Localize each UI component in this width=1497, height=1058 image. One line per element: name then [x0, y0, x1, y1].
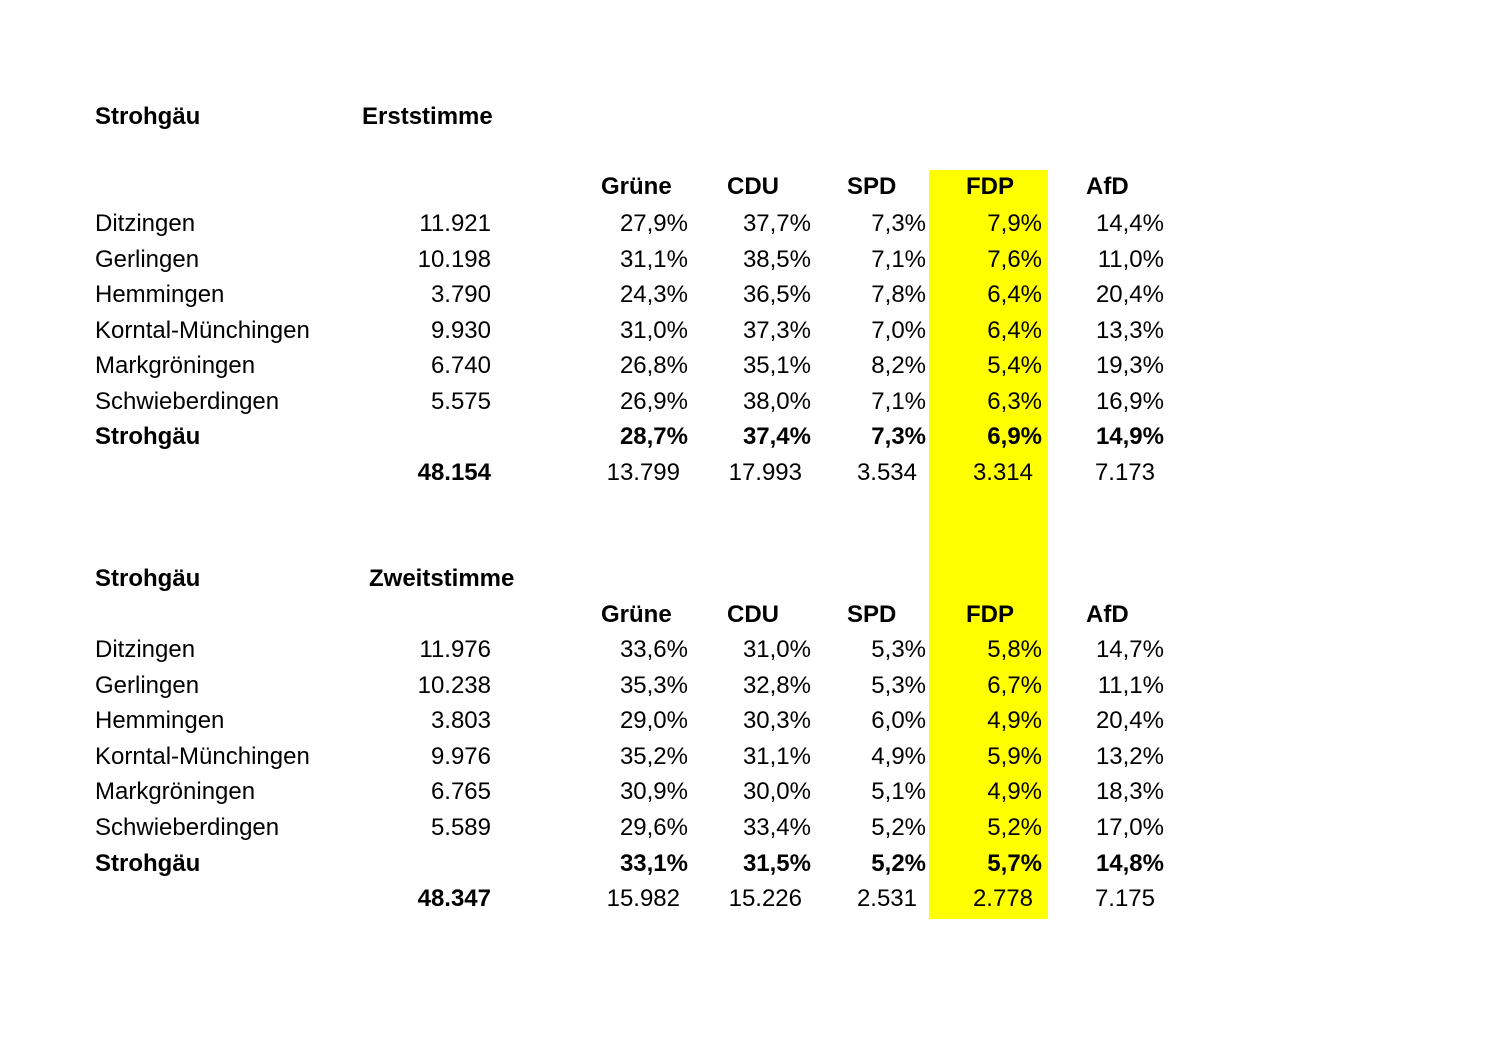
party-share-cell: 7,3%	[871, 210, 926, 237]
party-share-cell: 11,0%	[1097, 245, 1164, 273]
municipality-name: Gerlingen	[95, 671, 200, 699]
total-share-cell: 5,2%	[871, 849, 926, 877]
total-row-label: Strohgäu	[95, 849, 201, 877]
municipality-votes: 5.589	[430, 814, 491, 841]
party-vote-sum: 3.534	[856, 458, 917, 486]
party-share-cell: 24,3%	[619, 281, 688, 308]
party-share-cell: 32,8%	[742, 671, 811, 699]
party-share-cell: 7,6%	[987, 245, 1042, 273]
municipality-votes: 6.765	[430, 778, 491, 806]
party-vote-sum: 17.993	[728, 458, 802, 486]
total-share-cell: 14,9%	[1095, 423, 1164, 450]
vote-type-title: Erststimme	[362, 103, 493, 130]
party-share-cell: 5,8%	[987, 636, 1042, 663]
municipality-votes: 10.238	[417, 671, 491, 699]
party-share-cell: 36,5%	[742, 281, 811, 308]
party-share-cell: 27,9%	[619, 210, 688, 237]
party-header-cdu: CDU	[727, 601, 779, 628]
total-votes: 48.347	[417, 885, 491, 913]
party-share-cell: 6,3%	[987, 387, 1042, 415]
party-share-cell: 5,2%	[871, 814, 926, 841]
party-share-cell: 5,3%	[871, 636, 926, 663]
party-share-cell: 6,4%	[987, 316, 1042, 344]
party-share-cell: 4,9%	[987, 707, 1042, 735]
party-vote-sum: 13.799	[606, 458, 680, 486]
municipality-votes: 10.198	[417, 245, 491, 273]
party-vote-sum: 7.175	[1094, 885, 1155, 913]
party-vote-sum: 3.314	[972, 458, 1033, 486]
party-share-cell: 29,0%	[619, 707, 688, 735]
municipality-name: Schwieberdingen	[95, 387, 280, 415]
municipality-votes: 6.740	[430, 352, 491, 379]
municipality-name: Hemmingen	[95, 281, 225, 308]
party-share-cell: 31,1%	[742, 742, 811, 770]
party-header-cdu: CDU	[727, 173, 779, 200]
party-vote-sum: 15.226	[728, 885, 802, 913]
total-share-cell: 37,4%	[742, 423, 811, 450]
party-share-cell: 30,0%	[742, 778, 811, 806]
party-share-cell: 14,4%	[1095, 210, 1164, 237]
party-share-cell: 5,2%	[987, 814, 1042, 841]
total-share-cell: 33,1%	[619, 849, 688, 877]
party-share-cell: 35,3%	[619, 671, 688, 699]
municipality-name: Schwieberdingen	[95, 814, 280, 841]
party-header-spd: SPD	[847, 601, 897, 628]
party-share-cell: 7,1%	[871, 387, 926, 415]
total-share-cell: 7,3%	[871, 423, 926, 450]
municipality-votes: 3.790	[430, 281, 491, 308]
municipality-votes: 9.976	[430, 742, 491, 770]
party-share-cell: 33,4%	[742, 814, 811, 841]
party-share-cell: 20,4%	[1095, 707, 1164, 735]
party-share-cell: 30,3%	[742, 707, 811, 735]
party-share-cell: 37,3%	[742, 316, 811, 344]
party-share-cell: 38,0%	[742, 387, 811, 415]
party-share-cell: 11,1%	[1097, 671, 1164, 699]
party-share-cell: 17,0%	[1095, 814, 1164, 841]
party-share-cell: 20,4%	[1095, 281, 1164, 308]
municipality-name: Gerlingen	[95, 245, 200, 273]
party-share-cell: 35,1%	[742, 352, 811, 379]
party-share-cell: 31,0%	[742, 636, 811, 663]
party-share-cell: 31,0%	[619, 316, 688, 344]
party-share-cell: 33,6%	[619, 636, 688, 663]
party-header-afd: AfD	[1086, 173, 1129, 200]
municipality-name: Markgröningen	[95, 352, 256, 379]
municipality-name: Hemmingen	[95, 707, 225, 735]
party-vote-sum: 7.173	[1094, 458, 1155, 486]
party-vote-sum: 2.778	[972, 885, 1033, 913]
party-header-spd: SPD	[847, 173, 897, 200]
total-share-cell: 28,7%	[619, 423, 688, 450]
party-share-cell: 7,8%	[871, 281, 926, 308]
party-share-cell: 4,9%	[987, 778, 1042, 806]
party-share-cell: 13,3%	[1095, 316, 1164, 344]
party-vote-sum: 2.531	[856, 885, 917, 913]
party-share-cell: 6,0%	[871, 707, 926, 735]
party-share-cell: 29,6%	[619, 814, 688, 841]
party-share-cell: 8,2%	[871, 352, 926, 379]
party-share-cell: 7,0%	[871, 316, 926, 344]
party-share-cell: 37,7%	[742, 210, 811, 237]
municipality-votes: 9.930	[430, 316, 491, 344]
party-share-cell: 5,1%	[871, 778, 926, 806]
party-share-cell: 7,9%	[987, 210, 1042, 237]
party-header-fdp: FDP	[966, 601, 1014, 628]
party-share-cell: 26,9%	[619, 387, 688, 415]
municipality-votes: 3.803	[430, 707, 491, 735]
total-share-cell: 5,7%	[987, 849, 1042, 877]
party-share-cell: 16,9%	[1095, 387, 1164, 415]
municipality-name: Ditzingen	[95, 210, 196, 237]
party-share-cell: 13,2%	[1095, 742, 1164, 770]
vote-type-title: Zweitstimme	[369, 565, 515, 592]
municipality-name: Markgröningen	[95, 778, 256, 806]
party-share-cell: 5,4%	[987, 352, 1042, 379]
party-header-grüne: Grüne	[601, 601, 672, 628]
party-share-cell: 35,2%	[619, 742, 688, 770]
total-share-cell: 6,9%	[987, 423, 1042, 450]
party-share-cell: 19,3%	[1095, 352, 1164, 379]
municipality-votes: 5.575	[430, 387, 491, 415]
municipality-name: Korntal-Münchingen	[95, 742, 310, 770]
party-share-cell: 4,9%	[871, 742, 926, 770]
party-share-cell: 5,3%	[871, 671, 926, 699]
total-share-cell: 31,5%	[742, 849, 811, 877]
municipality-name: Korntal-Münchingen	[95, 316, 310, 344]
municipality-votes: 11.976	[419, 636, 491, 663]
party-share-cell: 31,1%	[619, 245, 688, 273]
party-share-cell: 5,9%	[987, 742, 1042, 770]
party-header-grüne: Grüne	[601, 173, 672, 200]
party-vote-sum: 15.982	[606, 885, 680, 913]
party-share-cell: 14,7%	[1095, 636, 1164, 663]
municipality-name: Ditzingen	[95, 636, 196, 663]
party-share-cell: 6,4%	[987, 281, 1042, 308]
total-votes: 48.154	[417, 458, 491, 486]
total-row-label: Strohgäu	[95, 423, 201, 450]
party-share-cell: 26,8%	[619, 352, 688, 379]
party-share-cell: 6,7%	[987, 671, 1042, 699]
section-region-title: Strohgäu	[95, 103, 201, 130]
total-share-cell: 14,8%	[1095, 849, 1164, 877]
party-header-afd: AfD	[1086, 601, 1129, 628]
section-region-title: Strohgäu	[95, 565, 201, 592]
party-share-cell: 18,3%	[1095, 778, 1164, 806]
party-share-cell: 30,9%	[619, 778, 688, 806]
municipality-votes: 11.921	[419, 210, 491, 237]
party-share-cell: 38,5%	[742, 245, 811, 273]
party-header-fdp: FDP	[966, 173, 1014, 200]
party-share-cell: 7,1%	[871, 245, 926, 273]
